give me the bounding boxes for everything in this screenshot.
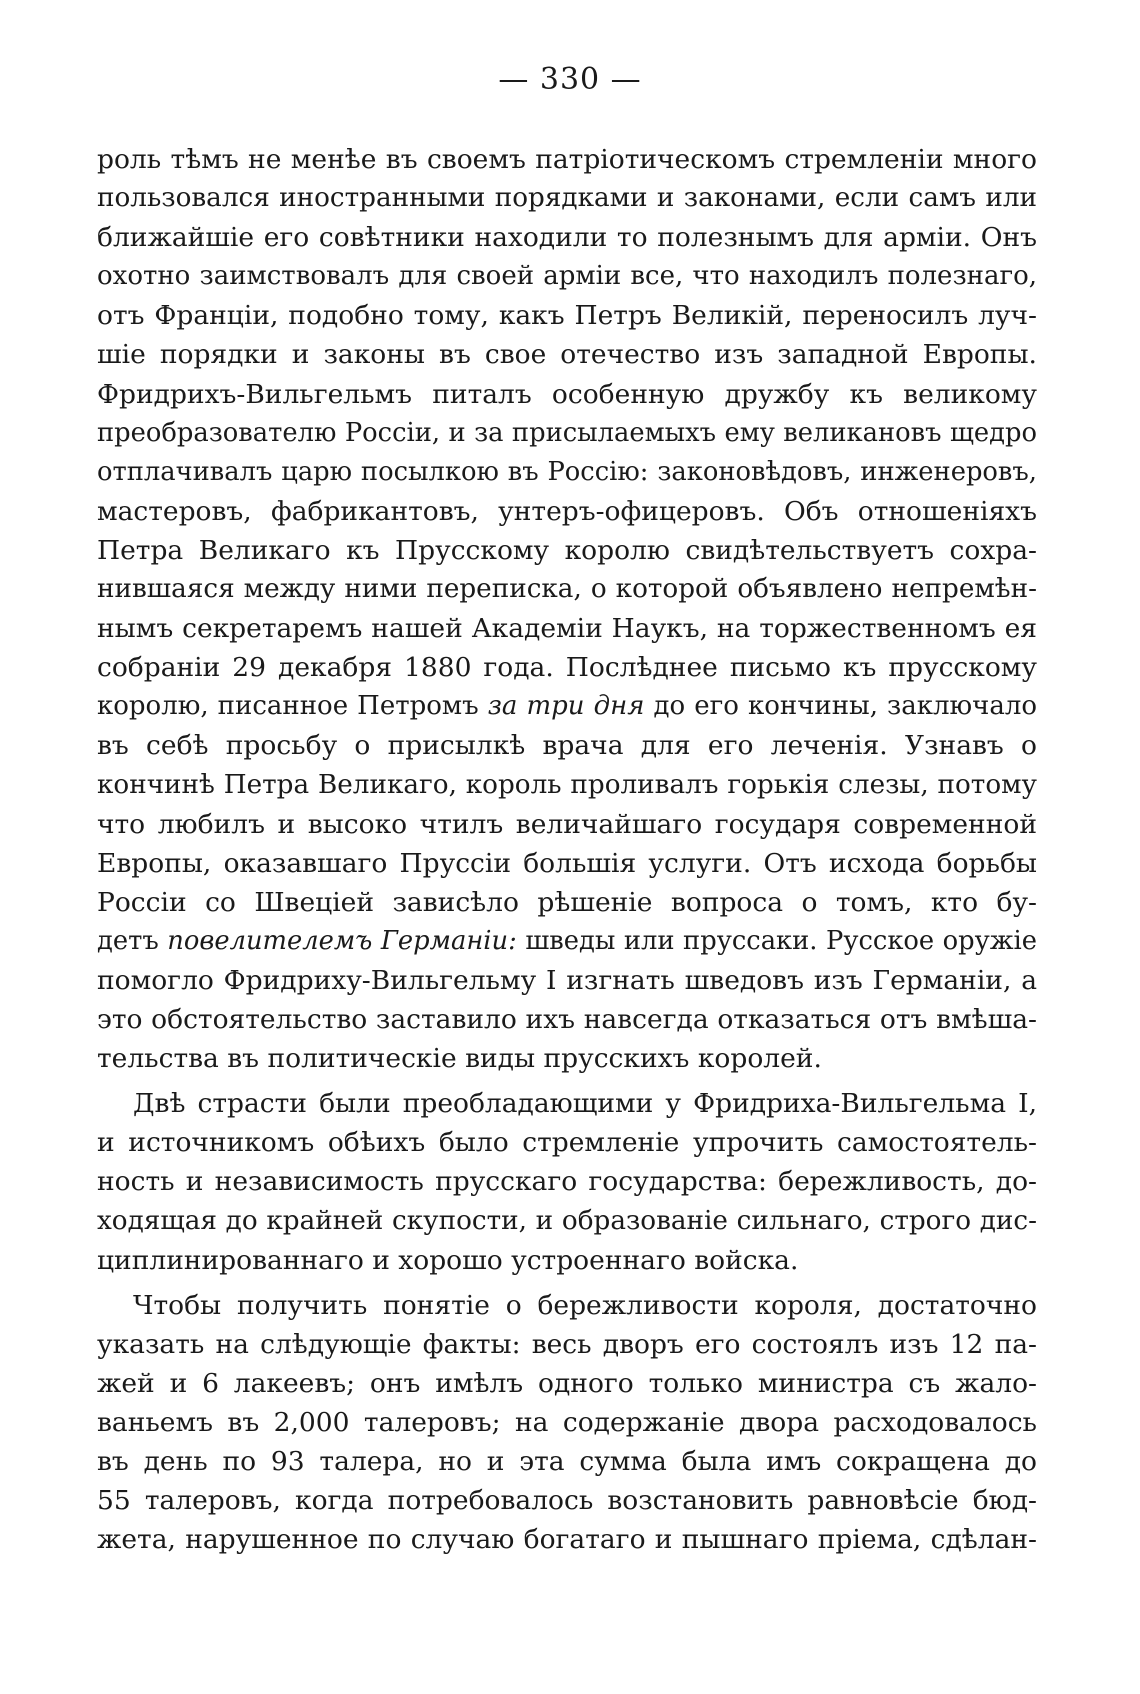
text-line: жей и 6 лакеевъ; онъ имѣлъ одного только министра съ жало- xyxy=(97,1367,1037,1399)
text-line: отплачивалъ царю посылкою въ Россію: законовѣдовъ, инженеровъ, xyxy=(97,456,1037,487)
text-line: нившаяся между ними переписка, о которой объявлено непремѣн- xyxy=(97,574,1037,605)
text-line: Чтобы получить понятіе о бережливости короля, достаточно xyxy=(133,1289,1037,1321)
paragraph-3 xyxy=(97,1286,1037,1560)
text-line: жета, нарушенное по случаю богатаго и пышнаго пріема, сдѣлан- xyxy=(97,1524,1037,1556)
text-line: отъ Франціи, подобно тому, какъ Петръ Великій, переносилъ луч- xyxy=(97,300,1037,332)
text-line: нымъ секретаремъ нашей Академіи Наукъ, на торжественномъ ея xyxy=(97,613,1037,645)
text-line: въ себѣ просьбу о присылкѣ врача для его леченія. Узнавъ о xyxy=(97,730,1037,762)
text-line: Двѣ страсти были преобладающими у Фридриха-Вильгельма I, xyxy=(133,1088,1037,1120)
italic-run: повелителемъ Германіи: xyxy=(167,925,517,956)
text-line: Фридрихъ-Вильгельмъ питалъ особенную дружбу къ великому xyxy=(97,378,1037,410)
text-run: детъ xyxy=(97,925,168,956)
text-line: пользовался иностранными порядками и законами, если самъ или xyxy=(97,183,1037,214)
text-line: 55 талеровъ, когда потребовалось возстановить равновѣсіе бюд- xyxy=(97,1485,1037,1517)
text-line: Россіи со Швеціей зависѣло рѣшеніе вопроса о томъ, кто бу- xyxy=(97,886,1037,918)
text-line: въ день по 93 талера, но и эта сумма была имъ сокращена до xyxy=(97,1446,1037,1478)
text-line: Европы, оказавшаго Пруссіи большія услуги. Отъ исхода борьбы xyxy=(97,847,1037,879)
text-line: тельства въ политическіе виды прусскихъ королей. xyxy=(97,1043,822,1075)
text-run: шведы или пруссаки. Русское оружіе xyxy=(516,925,1037,956)
body-text xyxy=(97,140,1037,1559)
text-line: мастеровъ, фабрикантовъ, унтеръ-офицеровъ. Объ отношеніяхъ xyxy=(97,495,1037,527)
text-line: помогло Фридриху-Вильгельму I изгнать шведовъ изъ Германіи, а xyxy=(97,964,1037,996)
text-line: кончинѣ Петра Великаго, король проливалъ горькія слезы, потому xyxy=(97,769,1037,800)
text-line: что любилъ и высоко чтилъ величайшаго государя современной xyxy=(97,808,1037,840)
paragraph-2 xyxy=(97,1084,1037,1279)
text-line: указать на слѣдующіе факты: весь дворъ его состоялъ изъ 12 па- xyxy=(97,1328,1037,1360)
text-line: ваньемъ въ 2,000 талеровъ; на содержаніе двора расходовалось xyxy=(97,1407,1037,1438)
text-line: преобразователю Россіи, и за присылаемыхъ ему великановъ щедро xyxy=(97,417,1037,448)
text-line: ходящая до крайней скупости, и образованіе сильнаго, строго дис- xyxy=(97,1205,1037,1236)
text-line: и источникомъ обѣихъ было стремленіе упрочить самостоятель- xyxy=(97,1127,1037,1159)
text-run: королю, писанное Петромъ xyxy=(97,691,488,722)
text-line: циплинированнаго и хорошо устроеннаго войска. xyxy=(97,1244,799,1276)
text-line: роль тѣмъ не менѣе въ своемъ патріотическомъ стремленіи много xyxy=(97,144,1037,175)
paragraph-1 xyxy=(97,140,1037,1078)
text-line: ность и независимость прусскаго государства: бережливость, до- xyxy=(97,1166,1037,1198)
text-line: это обстоятельство заставило ихъ навсегда отказаться отъ вмѣша- xyxy=(97,1004,1037,1036)
text-line-with-italic xyxy=(97,687,1037,726)
text-line: Петра Великаго къ Прусскому королю свидѣтельствуетъ сохра- xyxy=(97,534,1037,566)
text-line: собраніи 29 декабря 1880 года. Послѣднее письмо къ прусскому xyxy=(97,652,1037,684)
text-line: шіе порядки и законы въ свое отечество изъ западной Европы. xyxy=(97,339,1037,371)
text-line: охотно заимствовалъ для своей арміи все, что находилъ полезнаго, xyxy=(97,261,1037,292)
text-run: до его кончины, заключало xyxy=(644,691,1038,722)
text-line: ближайшіе его совѣтники находили то полезнымъ для арміи. Онъ xyxy=(97,222,1037,254)
text-line-with-italic xyxy=(97,922,1037,961)
page-number: — 330 — xyxy=(498,62,642,97)
italic-run: за три дня xyxy=(487,691,645,722)
